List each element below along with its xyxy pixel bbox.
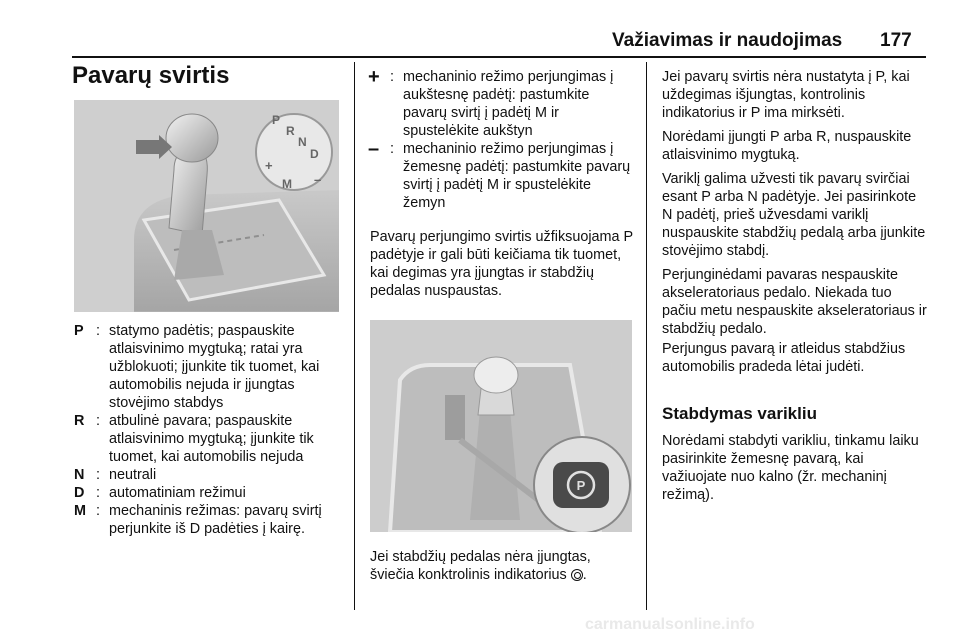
gear-plus-symbol: + xyxy=(265,158,273,173)
mid-paragraph-1: Pavarų perjungimo svirtis užfiksuojama P padėtyje ir gali būti keičiama tik tuomet, kai degimas yra įjungtas ir stabdžių pedalas nuspaustas. xyxy=(370,229,633,299)
right-paragraph-6: Norėdami stabdyti varikliu, tinkamu laiku pasirinkite žemesnę pavarą, kai važiuojate nuo kalno (žr. mechaninį režimą). xyxy=(662,433,919,503)
def-text: mechaninio režimo perjungimas į žemesnę padėtį: pastumkite pavarų svirtį į padėtį M ir spustelėkite žemyn xyxy=(403,141,631,211)
right-paragraph-2: Norėdami įjungti P arba R, nuspauskite atlaisvinimo mygtuką. xyxy=(662,129,912,163)
def-item-r: R : atbulinė pavara; paspauskite atlaisvinimo mygtuką; įjunkite tik tuomet, kai automobilis nejuda xyxy=(74,412,342,466)
right-paragraph-4: Perjunginėdami pavaras nespauskite akseleratoriaus pedalo. Niekada tuo pačiu metu nespauskite akseleratoriaus ir stabdžių pedalo. xyxy=(662,267,927,337)
gear-lever-illustration xyxy=(74,100,339,312)
header-rule xyxy=(72,56,926,58)
def-item-d: D : automatiniam režimui xyxy=(74,484,342,502)
gear-letter-p: P xyxy=(272,113,281,127)
gear-positions-list xyxy=(74,322,342,538)
def-key: M xyxy=(74,503,86,519)
brake-indicator-figure xyxy=(370,320,632,532)
def-item-p: P : statymo padėtis; paspauskite atlaisvinimo mygtuką; ratai yra užblokuoti; įjunkite tik tuomet, kai automobilis nejuda ir įjungtas stovėjimo stabdys xyxy=(74,322,342,412)
gear-letter-m: M xyxy=(282,177,292,191)
def-key: P xyxy=(74,323,84,339)
page-number: 177 xyxy=(880,30,912,51)
def-item-n: N : neutrali xyxy=(74,466,342,484)
def-key: N xyxy=(74,467,85,483)
subsection-title: Stabdymas varikliu xyxy=(662,404,817,423)
gear-lever-figure xyxy=(74,100,339,312)
def-key: R xyxy=(74,413,85,429)
gear-letter-d: D xyxy=(310,147,319,161)
section-title: Pavarų svirtis xyxy=(72,62,230,89)
mid-paragraph-2: Jei stabdžių pedalas nėra įjungtas, šviečia konktrolinis indikatorius . xyxy=(370,549,591,583)
header-title: Važiavimas ir naudojimas xyxy=(612,30,843,51)
brake-indicator-icon xyxy=(571,569,583,581)
svg-text:P: P xyxy=(576,478,586,493)
minus-icon: – xyxy=(368,138,380,160)
brake-indicator-illustration xyxy=(370,320,632,532)
def-text: statymo padėtis; paspauskite atlaisvinimo mygtuką; ratai yra užblokuoti; įjunkite tik tuomet, kai automobilis nejuda ir įjungtas stovėjimo stabdys xyxy=(109,323,320,411)
column-divider-2 xyxy=(646,62,647,610)
watermark: carmanualsonline.info xyxy=(585,616,755,633)
right-paragraph-5: Perjungus pavarą ir atleidus stabdžius automobilis pradeda lėtai judėti. xyxy=(662,341,906,375)
def-item-minus: – : mechaninio režimo perjungimas į žemesnę padėtį: pastumkite pavarų svirtį į padėtį M ir spustelėkite žemyn xyxy=(368,140,634,212)
gear-minus-symbol: – xyxy=(314,172,322,187)
def-item-m: M : mechaninis režimas: pavarų svirtį perjunkite iš D padėties į kairę. xyxy=(74,502,342,538)
def-item-plus: + : mechaninio režimo perjungimas į aukštesnę padėtį: pastumkite pavarų svirtį į padėtį M ir spustelėkite aukštyn xyxy=(368,68,634,140)
column-divider-1 xyxy=(354,62,355,610)
plus-icon: + xyxy=(368,66,380,88)
manual-mode-list xyxy=(368,68,634,212)
gear-letter-n: N xyxy=(298,135,307,149)
gear-letter-r: R xyxy=(286,124,295,138)
def-text: mechaninis režimas: pavarų svirtį perjunkite iš D padėties į kairę. xyxy=(109,503,322,537)
def-text: mechaninio režimo perjungimas į aukštesnę padėtį: pastumkite pavarų svirtį į padėtį M ir spustelėkite aukštyn xyxy=(403,69,614,139)
def-text: automatiniam režimui xyxy=(109,485,246,501)
def-text: atbulinė pavara; paspauskite atlaisvinimo mygtuką; įjunkite tik tuomet, kai automobilis nejuda xyxy=(109,413,314,465)
def-text: neutrali xyxy=(109,467,157,483)
right-paragraph-1: Jei pavarų svirtis nėra nustatyta į P, kai uždegimas išjungtas, kontrolinis indikatorius ir P ima mirksėti. xyxy=(662,69,910,121)
right-paragraph-3: Variklį galima užvesti tik pavarų svirčiai esant P arba N padėtyje. Jei pasirinkote N padėtį, prieš užvesdami variklį nuspauskite stabdžių pedalą arba įjunkite stovėjimo stabdį. xyxy=(662,171,926,259)
def-key: D xyxy=(74,485,85,501)
